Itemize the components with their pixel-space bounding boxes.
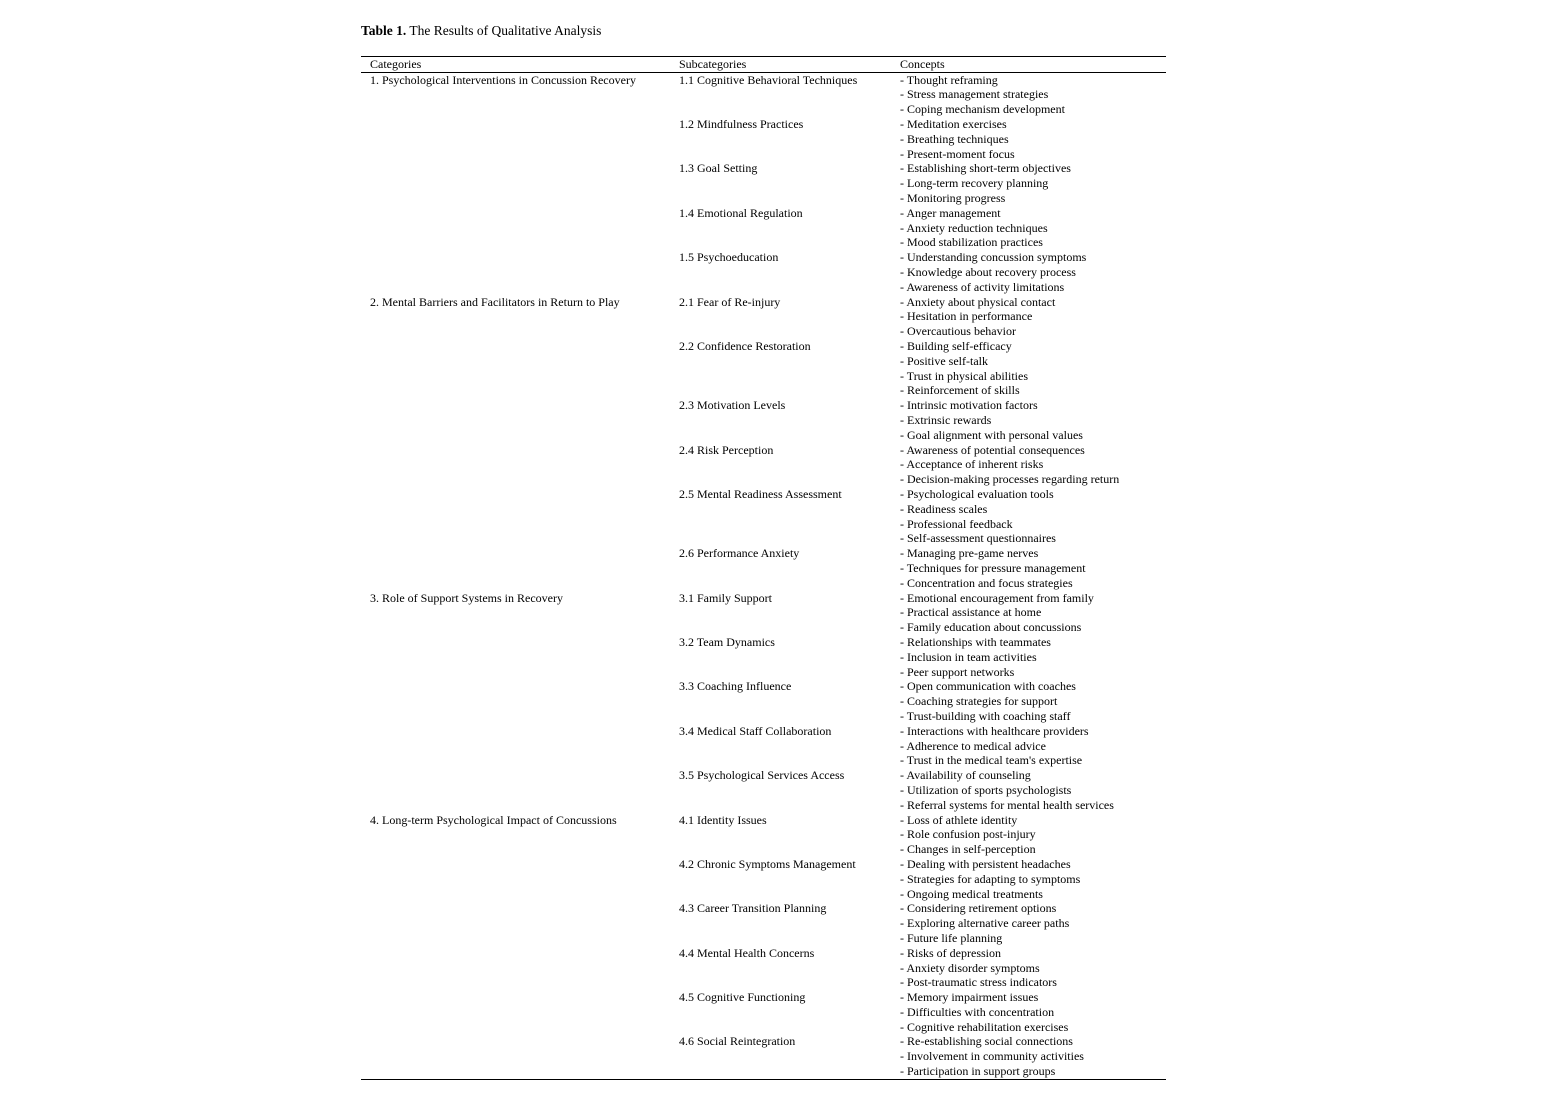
subcategory-cell: 3.2 Team Dynamics: [679, 634, 775, 649]
subcategory-cell: 4.2 Chronic Symptoms Management: [679, 856, 856, 871]
concept-item: - Cognitive rehabilitation exercises: [900, 1019, 1069, 1034]
subcategory-cell: 4.5 Cognitive Functioning: [679, 990, 806, 1005]
concept-item: - Post-traumatic stress indicators: [900, 975, 1057, 990]
concept-item: - Intrinsic motivation factors: [900, 398, 1038, 413]
category-cell: [361, 443, 679, 487]
category-cell: 4. Long-term Psychological Impact of Concussions: [370, 812, 617, 827]
category-cell: [361, 398, 679, 442]
concept-item: - Understanding concussion symptoms: [900, 250, 1087, 265]
concept-item: - Knowledge about recovery process: [900, 265, 1076, 280]
concepts-cell: [900, 857, 1166, 901]
concept-item: - Emotional encouragement from family: [900, 590, 1094, 605]
concept-item: - Family education about concussions: [900, 620, 1082, 635]
concepts-cell: [900, 398, 1166, 442]
subcategory-cell: 2.3 Motivation Levels: [679, 398, 786, 413]
concept-item: - Extrinsic rewards: [900, 413, 992, 428]
subcategory-cell: 1.1 Cognitive Behavioral Techniques: [679, 72, 858, 87]
concept-item: - Managing pre-game nerves: [900, 546, 1039, 561]
concept-item: - Awareness of activity limitations: [900, 279, 1065, 294]
subcategory-cell: 1.3 Goal Setting: [679, 161, 758, 176]
concepts-cell: [900, 117, 1166, 161]
subcategory-cell: 1.2 Mindfulness Practices: [679, 117, 804, 132]
concept-item: - Anxiety about physical contact: [900, 294, 1056, 309]
concept-item: - Mood stabilization practices: [900, 235, 1043, 250]
subcategory-cell: 2.2 Confidence Restoration: [679, 339, 811, 354]
category-cell: [361, 768, 679, 812]
table-row: [361, 398, 1166, 442]
concept-item: - Involvement in community activities: [900, 1049, 1084, 1064]
table-row: [361, 487, 1166, 546]
concepts-cell: [900, 546, 1166, 590]
concept-item: - Meditation exercises: [900, 117, 1007, 132]
concept-item: - Practical assistance at home: [900, 605, 1042, 620]
concept-item: - Considering retirement options: [900, 901, 1057, 916]
concept-item: - Utilization of sports psychologists: [900, 782, 1072, 797]
category-cell: [361, 901, 679, 945]
concepts-cell: [900, 990, 1166, 1034]
concepts-cell: [900, 679, 1166, 723]
concept-item: - Memory impairment issues: [900, 990, 1039, 1005]
table-row: [361, 901, 1166, 945]
concept-item: - Coaching strategies for support: [900, 694, 1058, 709]
concept-item: - Strategies for adapting to symptoms: [900, 871, 1081, 886]
concept-item: - Open communication with coaches: [900, 679, 1076, 694]
subcategory-cell: 1.4 Emotional Regulation: [679, 205, 803, 220]
concept-item: - Awareness of potential consequences: [900, 442, 1085, 457]
concept-item: - Stress management strategies: [900, 87, 1049, 102]
concepts-cell: [900, 901, 1166, 945]
subcategory-cell: 1.5 Psychoeducation: [679, 250, 779, 265]
concept-item: - Techniques for pressure management: [900, 560, 1086, 575]
table-row: [361, 546, 1166, 590]
table-row: [361, 679, 1166, 723]
concept-item: - Anger management: [900, 205, 1001, 220]
table-row: [361, 635, 1166, 679]
table-body: [361, 73, 1166, 1079]
table-row: [361, 946, 1166, 990]
concept-item: - Establishing short-term objectives: [900, 161, 1071, 176]
category-cell: [361, 635, 679, 679]
category-cell: [361, 946, 679, 990]
concepts-cell: [900, 635, 1166, 679]
concept-item: - Hesitation in performance: [900, 309, 1033, 324]
concept-item: - Availability of counseling: [900, 768, 1031, 783]
category-cell: [361, 206, 679, 250]
concept-item: - Difficulties with concentration: [900, 1004, 1055, 1019]
concept-item: - Monitoring progress: [900, 191, 1006, 206]
category-cell: [361, 724, 679, 768]
concept-item: - Self-assessment questionnaires: [900, 531, 1056, 546]
concepts-cell: [900, 161, 1166, 205]
concept-item: - Present-moment focus: [900, 146, 1015, 161]
concept-item: - Thought reframing: [900, 72, 998, 87]
table-caption: [361, 22, 1166, 40]
table-row: [361, 161, 1166, 205]
subcategory-cell: 2.4 Risk Perception: [679, 442, 774, 457]
table-label: Table 1.: [361, 23, 407, 38]
concept-item: - Exploring alternative career paths: [900, 916, 1070, 931]
concept-item: - Decision-making processes regarding return: [900, 472, 1120, 487]
concept-item: - Building self-efficacy: [900, 339, 1012, 354]
table-row: [361, 443, 1166, 487]
category-cell: [361, 546, 679, 590]
category-cell: [361, 679, 679, 723]
subcategory-cell: 4.1 Identity Issues: [679, 812, 767, 827]
table-row: [361, 73, 1166, 117]
table-row: [361, 295, 1166, 339]
subcategory-cell: 3.1 Family Support: [679, 590, 773, 605]
concept-item: - Relationships with teammates: [900, 634, 1051, 649]
table-row: [361, 206, 1166, 250]
concepts-cell: [900, 250, 1166, 294]
concept-item: - Peer support networks: [900, 664, 1015, 679]
concept-item: - Future life planning: [900, 930, 1003, 945]
table-row: [361, 339, 1166, 398]
category-cell: 2. Mental Barriers and Facilitators in Return to Play: [370, 294, 620, 309]
concept-item: - Participation in support groups: [900, 1064, 1056, 1079]
subcategory-cell: 4.3 Career Transition Planning: [679, 901, 827, 916]
table-row: [361, 724, 1166, 768]
table-row: [361, 1034, 1166, 1078]
subcategory-cell: 2.1 Fear of Re-injury: [679, 294, 781, 309]
table-row: [361, 990, 1166, 1034]
category-cell: [361, 487, 679, 546]
table-row: [361, 768, 1166, 812]
table-row: [361, 591, 1166, 635]
table-title: The Results of Qualitative Analysis: [409, 23, 602, 38]
concepts-cell: [900, 768, 1166, 812]
concept-item: - Reinforcement of skills: [900, 383, 1020, 398]
concepts-cell: [900, 339, 1166, 398]
document: [361, 22, 1166, 1080]
concepts-cell: [900, 206, 1166, 250]
concepts-cell: [900, 591, 1166, 635]
concept-item: - Long-term recovery planning: [900, 176, 1049, 191]
concept-item: - Referral systems for mental health services: [900, 797, 1114, 812]
concept-item: - Psychological evaluation tools: [900, 487, 1054, 501]
concept-item: - Ongoing medical treatments: [900, 886, 1043, 901]
concept-item: - Overcautious behavior: [900, 324, 1016, 339]
concept-item: - Loss of athlete identity: [900, 812, 1018, 827]
subcategory-cell: 2.6 Performance Anxiety: [679, 546, 800, 561]
concept-item: - Trust in physical abilities: [900, 368, 1029, 383]
concept-item: - Anxiety disorder symptoms: [900, 960, 1040, 975]
header-categories: Categories: [370, 57, 422, 71]
concepts-cell: [900, 295, 1166, 339]
concept-item: - Inclusion in team activities: [900, 649, 1037, 664]
concept-item: - Re-establishing social connections: [900, 1034, 1073, 1049]
category-cell: 1. Psychological Interventions in Concussion Recovery: [370, 72, 636, 87]
concepts-cell: [900, 1034, 1166, 1078]
table-row: [361, 813, 1166, 857]
category-cell: 3. Role of Support Systems in Recovery: [370, 590, 563, 605]
concept-item: - Concentration and focus strategies: [900, 575, 1073, 590]
category-cell: [361, 990, 679, 1034]
concept-item: - Readiness scales: [900, 501, 988, 516]
header-concepts: Concepts: [900, 57, 945, 71]
concept-item: - Acceptance of inherent risks: [900, 457, 1044, 472]
table-row: [361, 250, 1166, 294]
category-cell: [361, 250, 679, 294]
concept-item: - Trust-building with coaching staff: [900, 708, 1071, 723]
subcategory-cell: 2.5 Mental Readiness Assessment: [679, 487, 842, 501]
concept-item: - Goal alignment with personal values: [900, 427, 1083, 442]
concept-item: - Changes in self-perception: [900, 842, 1036, 857]
concepts-cell: [900, 813, 1166, 857]
header-subcategories: Subcategories: [679, 57, 747, 71]
subcategory-cell: 3.5 Psychological Services Access: [679, 768, 845, 783]
category-cell: [361, 1034, 679, 1078]
concept-item: - Coping mechanism development: [900, 102, 1065, 117]
subcategory-cell: 3.4 Medical Staff Collaboration: [679, 723, 832, 738]
table-header: [361, 57, 1166, 73]
category-cell: [361, 161, 679, 205]
concepts-cell: [900, 73, 1166, 117]
concept-item: - Positive self-talk: [900, 353, 988, 368]
concept-item: - Professional feedback: [900, 516, 1013, 531]
concept-item: - Risks of depression: [900, 945, 1001, 960]
concept-item: - Trust in the medical team's expertise: [900, 753, 1083, 768]
concept-item: - Anxiety reduction techniques: [900, 220, 1048, 235]
concept-item: - Dealing with persistent headaches: [900, 856, 1071, 871]
subcategory-cell: 4.6 Social Reintegration: [679, 1034, 796, 1049]
table-row: [361, 857, 1166, 901]
concepts-cell: [900, 487, 1166, 546]
category-cell: [361, 117, 679, 161]
concepts-cell: [900, 946, 1166, 990]
results-table: [361, 56, 1166, 1080]
concept-item: - Interactions with healthcare providers: [900, 723, 1089, 738]
concept-item: - Breathing techniques: [900, 131, 1009, 146]
category-cell: [361, 339, 679, 398]
concept-item: - Role confusion post-injury: [900, 827, 1036, 842]
subcategory-cell: 3.3 Coaching Influence: [679, 679, 792, 694]
subcategory-cell: 4.4 Mental Health Concerns: [679, 945, 815, 960]
category-cell: [361, 857, 679, 901]
concepts-cell: [900, 724, 1166, 768]
concept-item: - Adherence to medical advice: [900, 738, 1046, 753]
table-row: [361, 117, 1166, 161]
concepts-cell: [900, 443, 1166, 487]
